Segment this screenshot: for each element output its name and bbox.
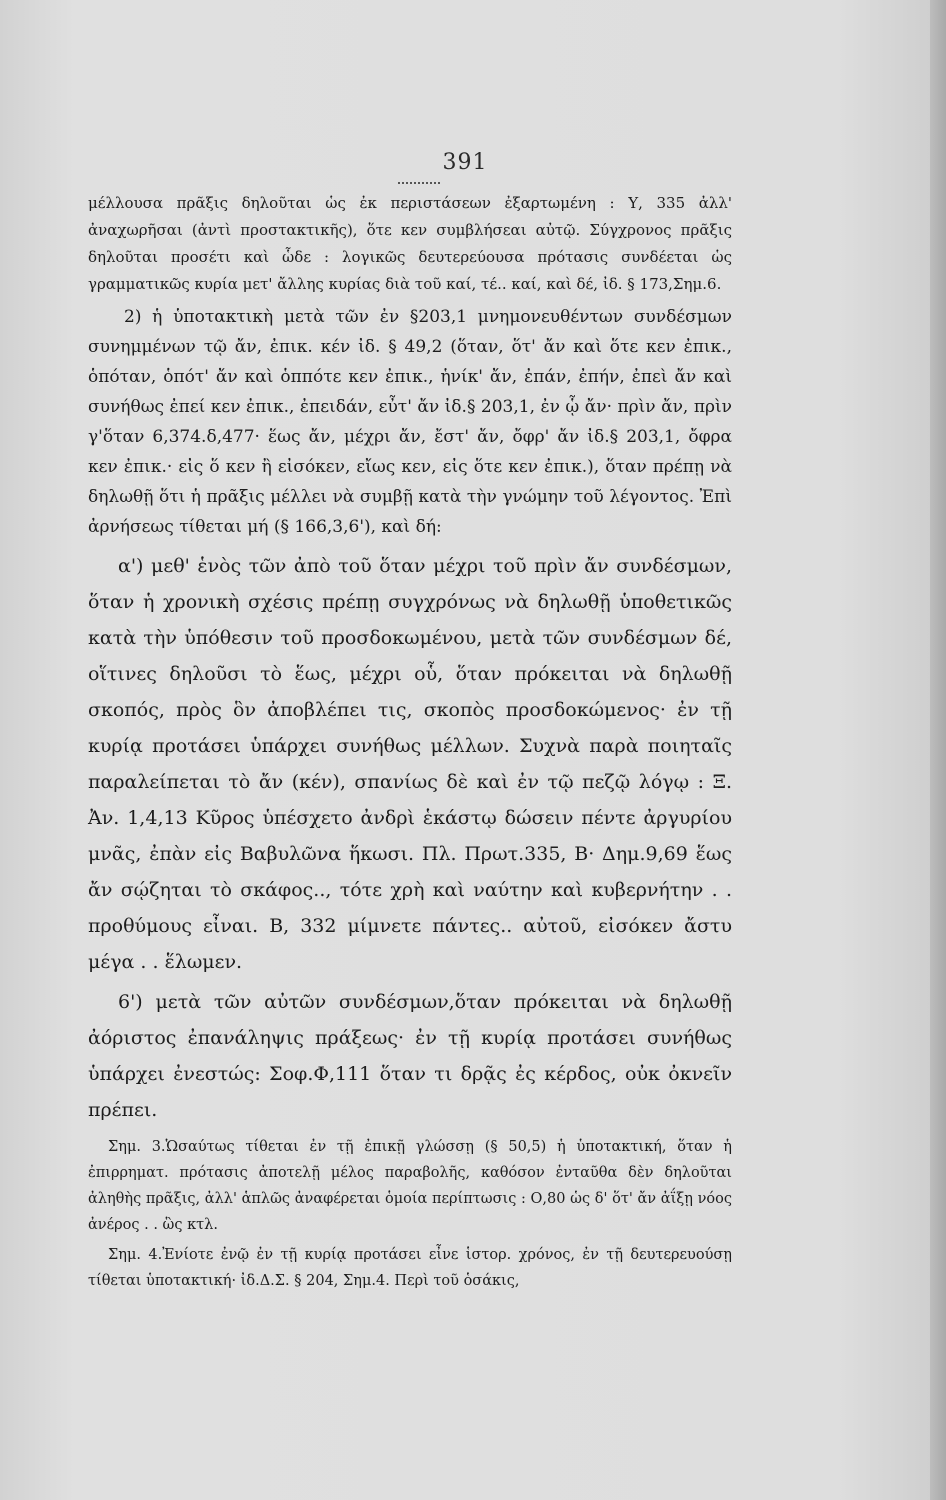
note-3: Σημ. 3.Ὡσαύτως τίθεται ἐν τῇ ἐπικῇ γλώσσῃ (§ 50,5) ἡ ὑποτακτική, ὅταν ἡ ἐπιρρηματ. πρότασις ἀποτελῇ μέλος παραβολῆς, καθόσον ἐνταῦθα δὲν δηλοῦται ἀληθὴς πρᾶξις, ἀλλ' ἁπλῶς ἀναφέρεται ὁμοία περίπτωσις : Ο,80 ὡς δ' ὅτ' ἄν ἀΐξῃ νόος ἀνέρος . . ὣς κτλ. xyxy=(88,1139,732,1233)
page-edge xyxy=(930,0,946,1500)
paragraph-subjunctive: 2) ἡ ὑποτακτικὴ μετὰ τῶν ἐν §203,1 μνημονευθέντων συνδέσμων συνημμένων τῷ ἄν, ἐπικ. κέν ἰδ. § 49,2 (ὅταν, ὅτ' ἄν καὶ ὅτε κεν ἐπικ., ὁπόταν, ὁπότ' ἄν καὶ ὁππότε κεν ἐπικ., ἡνίκ' ἄν, ἐπάν, ἐπήν, ἐπεὶ ἄν καὶ συνήθως ἐπεί κεν ἐπικ., ἐπειδάν, εὖτ' ἄν ἰδ.§ 203,1, ἐν ᾧ ἄν· πρὶν ἄν, πρὶν γ'ὅταν 6,374.δ,477· ἕως ἄν, μέχρι ἄν, ἔστ' ἄν, ὄφρ' ἄν ἰδ.§ 203,1, ὄφρα κεν ἐπικ.· εἰς ὅ κεν ἢ εἰσόκεν, εἴως κεν, εἰς ὅτε κεν ἐπικ.), ὅταν πρέπῃ νὰ δηλωθῇ ὅτι ἡ πρᾶξις μέλλει νὰ συμβῇ κατὰ τὴν γνώμην τοῦ λέγοντος. Ἐπὶ ἀρνήσεως τίθεται μή (§ 166,3,6'), καὶ δή: xyxy=(88,307,732,537)
paragraph-continuation: μέλλουσα πρᾶξις δηλοῦται ὡς ἐκ περιστάσεων ἐξαρτωμένη : Υ, 335 ἀλλ' ἀναχωρῆσαι (ἀντὶ προστακτικῆς), ὅτε κεν συμβλήσεαι αὐτῷ. Σύγχρονος πρᾶξις δηλοῦται προσέτι καὶ ὧδε : λογικῶς δευτερεύουσα πρότασις συνδέεται ὡς γραμματικῶς κυρία μετ' ἄλλης κυρίας διὰ τοῦ καί, τέ.. καί, καὶ δέ, ἰδ. § 173,Σημ.6. xyxy=(88,194,732,293)
page-number: 391 xyxy=(442,150,488,175)
paragraph-beta: 6') μετὰ τῶν αὐτῶν συνδέσμων,ὅταν πρόκειται νὰ δηλωθῇ ἀόριστος ἐπανάληψις πράξεως· ἐν τῇ κυρίᾳ προτάσει συνήθως ὑπάρχει ἐνεστώς: Σοφ.Φ,111 ὅταν τι δρᾷς ἐς κέρδος, οὐκ ὀκνεῖν πρέπει. xyxy=(88,991,732,1121)
note-4: Σημ. 4.Ἐνίοτε ἐνῷ ἐν τῇ κυρίᾳ προτάσει εἶνε ἱστορ. χρόνος, ἐν τῇ δευτερευούσῃ τίθεται ὑποτακτική· ἰδ.Δ.Σ. § 204, Σημ.4. Περὶ τοῦ ὁσάκις, xyxy=(88,1247,732,1289)
page-number-ornament xyxy=(398,178,440,184)
page-body xyxy=(88,190,732,1294)
paragraph-alpha: α') μεθ' ἑνὸς τῶν ἀπὸ τοῦ ὅταν μέχρι τοῦ πρὶν ἄν συνδέσμων, ὅταν ἡ χρονικὴ σχέσις πρέπῃ συγχρόνως νὰ δηλωθῇ ὑποθετικῶς κατὰ τὴν ὑπόθεσιν τοῦ προσδοκωμένου, μετὰ τῶν συνδέσμων δέ, οἵτινες δηλοῦσι τὸ ἕως, μέχρι οὗ, ὅταν πρόκειται νὰ δηλωθῇ σκοπός, πρὸς ὃν ἀποβλέπει τις, σκοπὸς προσδοκώμενος· ἐν τῇ κυρίᾳ προτάσει ὑπάρχει συνήθως μέλλων. Συχνὰ παρὰ ποιηταῖς παραλείπεται τὸ ἄν (κέν), σπανίως δὲ καὶ ἐν τῷ πεζῷ λόγῳ : Ξ. Ἀν. 1,4,13 Κῦρος ὑπέσχετο ἀνδρὶ ἑκάστῳ δώσειν πέντε ἀργυρίου μνᾶς, ἐπὰν εἰς Βαβυλῶνα ἥκωσι. Πλ. Πρωτ.335, Β· Δημ.9,69 ἕως ἄν σῴζηται τὸ σκάφος.., τότε χρὴ καὶ ναύτην καὶ κυβερνήτην . . προθύμους εἶναι. Β, 332 μίμνετε πάντες.. αὐτοῦ, εἰσόκεν ἄστυ μέγα . . ἕλωμεν. xyxy=(88,555,732,973)
